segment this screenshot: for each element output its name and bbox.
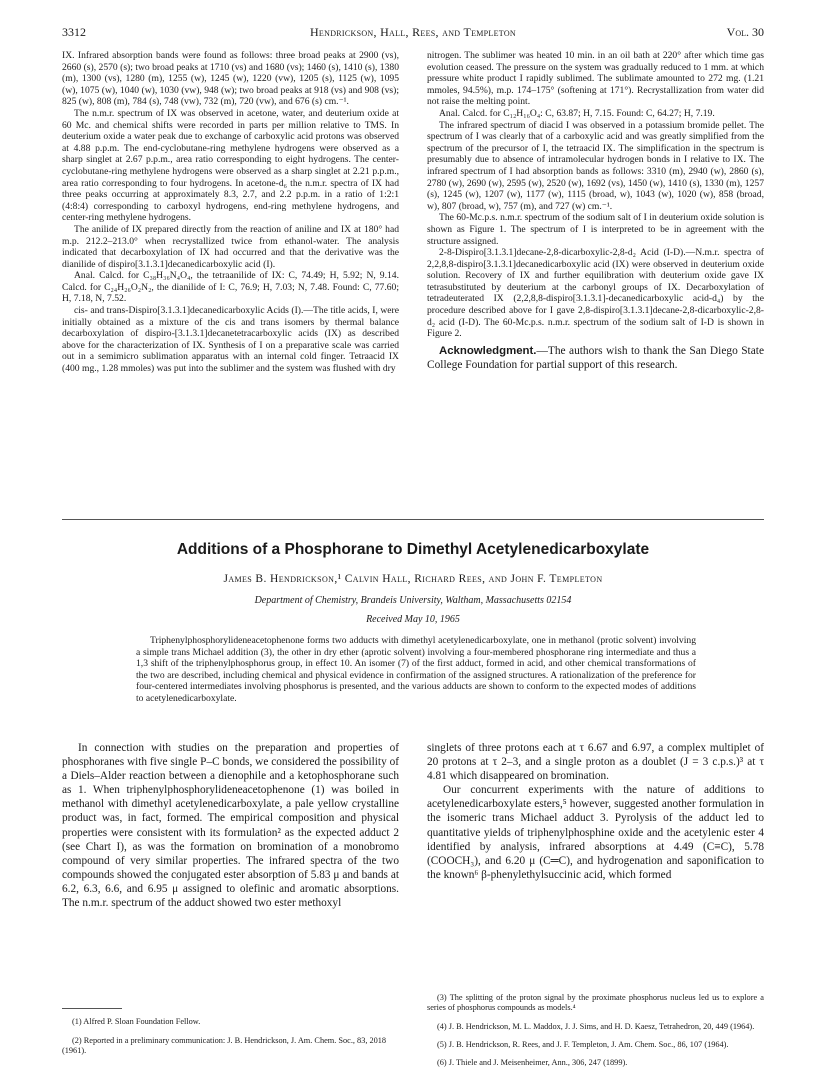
top-right-column <box>427 50 764 510</box>
footnote: (5) J. B. Hendrickson, R. Rees, and J. F. Templeton, J. Am. Chem. Soc., 86, 107 (1964). <box>437 1039 729 1049</box>
paragraph: The 60-Mc.p.s. n.m.r. spectrum of the sodium salt of I in deuterium oxide solution is shown as Figure 1. The spectrum of I is interpreted to be in agreement with the structure assigned. <box>427 212 764 247</box>
acknowledgment <box>427 344 764 372</box>
volume-label: Vol. 30 <box>726 25 764 39</box>
footnotes-left <box>62 1002 399 1055</box>
footnote: (1) Alfred P. Sloan Foundation Fellow. <box>72 1017 201 1027</box>
paragraph: The infrared spectrum of diacid I was observed in a potassium bromide pellet. The spectrum of I was clearly that of a carboxylic acid and was greatly simplified from the spectrum of the precursor of I, the tetraacid IX. The simplification in the spectrum is presumably due to absence of intramolecular hydrogen bonds in I relative to IX. The infrared spectrum of I had absorption bands as follows: 3310 (m), 2940 (w), 2860 (s), 2780 (w), 2690 (w), 2595 (w), 2520 (w), 1692 (vs), 1450 (w), 1410 (s), 1330 (m), 1257 (s), 1245 (w), 1207 (w), 1177 (w), 1115 (broad, w), 1043 (w), 1020 (w), 858 (broad, w), 807 (broad, w), 757 (m), and 727 (w) cm.⁻¹. <box>427 119 764 212</box>
footnote-rule <box>62 1008 122 1009</box>
article-authors: James B. Hendrickson,¹ Calvin Hall, Richard Rees, and John F. Templeton <box>223 573 603 585</box>
paragraph: Anal. Calcd. for C₃₈H₃₆N₄O₄, the tetraanilide of IX: C, 74.49; H, 5.92; N, 9.14. Calcd. for C₂₄H₂₆O₂N₂, the dianilide of I: C, 76.9; H, 7.03; N, 7.48. Found: C, 77.60; H, 7.18, N, 7.52. <box>62 270 399 305</box>
footnote: (6) J. Thiele and J. Meisenheimer, Ann., 306, 247 (1899). <box>437 1058 628 1068</box>
running-head-authors: Hendrickson, Hall, Rees, and Templeton <box>309 25 517 39</box>
paragraph: nitrogen. The sublimer was heated 10 min. in an oil bath at 220° after which time gas evolution ceased. The pressure on the system was gradually reduced to 1 mm. at which pressure white product I rapidly sublimed. The sublimate amounted to 272 mg. (1.21 mmoles, 94.5%), m.p. 174–175° (softening at 171°). Recrystallization from water did not raise the melting point. <box>427 50 764 108</box>
page-number: 3312 <box>62 25 86 39</box>
abstract: Triphenylphosphorylideneacetophenone forms two adducts with dimethyl acetylenedicarboxylate, one in methanol (protic solvent) involving a simple trans Michael addition (3), the other in dry ether (aprotic solvent) involving a four-membered phosphorane ring intermediate and thus a 1,3 shift of the triphenylphosphorus group, in effect 10. An isomer (7) of the first adduct, formed in acid, and other chemical transformations of the two are described, including chemical and physical evidence in confirmation of the assigned structures. A rationalization of the preference for four-centered intermediates involving phosphorus is presented, and the various adducts are shown to conform to the expected modes of additions to acetylenedicarboxylate. <box>136 635 696 704</box>
article-title: Additions of a Phosphorane to Dimethyl Acetylenedicarboxylate <box>176 541 650 558</box>
paragraph: IX. Infrared absorption bands were found as follows: three broad peaks at 2900 (vs), 2660 (s), 2570 (s); two broad peaks at 1710 (vs) and 1680 (vs); 1460 (s), 1410 (s), 1380 (m), 1300 (vs), 1280 (m), 1255 (w), 1245 (w), 1220 (vw), 1205 (s), 1125 (w), 1095 (w), 1075 (w), 1040 (w), 1030 (vw), 948 (w); two broad peaks at 918 (vs) and 908 (vs); 825 (w), 808 (m), 784 (s), 748 (vw), 732 (m), 720 (vw), and 676 (s) cm.⁻¹. <box>62 50 399 108</box>
acknowledgment-text: —The authors wish to thank the San Diego State College Foundation for partial support of this research. <box>427 344 764 371</box>
running-head <box>62 25 764 41</box>
body-left-column <box>62 741 399 1041</box>
section-divider <box>62 519 764 520</box>
acknowledgment-heading: Acknowledgment. <box>439 344 537 357</box>
paragraph: singlets of three protons each at τ 6.67 and 6.97, a complex multiplet of 20 protons at τ 2–3, and a single proton as a doublet (J = 3 c.p.s.)³ at τ 4.81 which disappeared on bromination. <box>427 742 764 783</box>
footnote: (3) The splitting of the proton signal by the proximate phosphorus nucleus led us to explore a series of phosphorus compounds as models.⁴ <box>427 993 764 1013</box>
footnote: (2) Reported in a preliminary communication: J. B. Hendrickson, J. Am. Chem. Soc., 83, 2018 (1961). <box>62 1035 387 1055</box>
footnotes-right <box>427 985 764 1068</box>
paragraph: In connection with studies on the preparation and properties of phosphoranes with five single P–C bonds, we considered the possibility of a Diels–Alder reaction between a dienophile and a ketophosphorane such as 1. When triphenylphosphorylideneacetophenone (1) was boiled in methanol with dimethyl acetylenedicarboxylate, a pale yellow crystalline product was, in fact, formed. The empirical composition and physical properties were consistent with its formulation² as the expected adduct 2 (see Chart I), as was the formation on bromination of a monobromo compound of very similar properties. The infrared spectra of the two compounds showed the conjugated ester absorption of 5.83 μ and bands at 6.2, 6.3, 6.6, and 6.95 μ assigned to olefinic and aromatic absorptions. The n.m.r. spectrum of the adduct showed two ester methoxyl <box>62 742 399 910</box>
footnote: (4) J. B. Hendrickson, M. L. Maddox, J. J. Sims, and H. D. Kaesz, Tetrahedron, 20, 449 (1964). <box>437 1021 755 1031</box>
paragraph: Our concurrent experiments with the nature of additions to acetylenedicarboxylate esters,⁵ however, suggested another formulation in the isomeric trans Michael adduct 3. Pyrolysis of the adduct led to quantitative yields of triphenylphosphine oxide and the acetylenic ester 4 identified by analysis, infrared absorptions at 4.49 (C≡C), 5.78 (COOCH₃), and 6.20 μ (C═C), and hydrogenation and saponification to the known⁶ β-phenylethylsuccinic acid, which formed <box>427 784 764 881</box>
paragraph: The n.m.r. spectrum of IX was observed in acetone, water, and deuterium oxide at 60 Mc. and chemical shifts were recorded in parts per million relative to TMS. In deuterium oxide a water peak due to exchange of carboxylic acid protons was observed at 4.88 p.p.m. The end-cyclobutane-ring methylene hydrogens were observed as a sharp singlet at 2.67 p.p.m., area ratio corresponding to eight hydrogens. The center-cyclobutane-ring methylene hydrogens were observed as a sharp singlet at 2.21 p.p.m., area ratio corresponding to four hydrogens. In acetone-d₆ the n.m.r. spectra of IX had three peaks occurring at approximately 8.3, 2.7, and 2.2 p.p.m. in a ratio of 1:2:1 (4:8:4) corresponding to carboxyl hydrogens, end-ring methylene hydrogens, and center-ring methylene hydrogens. <box>62 107 399 224</box>
paragraph: cis- and trans-Dispiro[3.1.3.1]decanedicarboxylic Acids (I).—The title acids, I, were initially obtained as a mixture of the cis and trans isomers by thermal balance decarboxylation of dispiro-[3.1.3.1]decanetetracarboxylic acids (IX) as described above for the characterization of IX. Synthesis of I on a preparative scale was carried out in a semimicro sublimation apparatus with an internal cold finger. Tetraacid IX (400 mg., 1.28 mmoles) was put into the sublimer and the system was flushed with dry <box>62 305 399 375</box>
paragraph: Anal. Calcd. for C₁₂H₁₆O₄: C, 63.87; H, 7.15. Found: C, 64.27; H, 7.19. <box>439 107 715 119</box>
paragraph: The anilide of IX prepared directly from the reaction of aniline and IX at 180° had m.p. 212.2–213.0° when recrystallized twice from ethanol-water. The analysis indicated that decarboxylation of IX had occurred and that the derivative was the dianilide of dispiro[3.1.3.1]decanedicarboxylic acid (I). <box>62 223 399 270</box>
received-date: Received May 10, 1965 <box>366 614 460 625</box>
affiliation: Department of Chemistry, Brandeis University, Waltham, Massachusetts 02154 <box>254 595 572 606</box>
top-left-column <box>62 50 399 510</box>
paragraph: 2-8-Dispiro[3.1.3.1]decane-2,8-dicarboxylic-2,8-d₂ Acid (I-D).—N.m.r. spectra of 2,2,8,8-dispiro[3.1.3.1]decanedicarboxylic acid (IX) were observed in deuterium oxide solution. Recovery of IX and further equilibration with deuterium oxide gave IX tetrasubstituted by deuterium at the carbonyl groups of IX. Decarboxylation of tetradeuterated IX (2,2,8,8-dispiro[3.1.3.1]-decanedicarboxylic acid-d₄) by the procedure described above for I gave 2,8-dispiro[3.1.3.1]decane-2,8-dicarboxylic-2,8-d₂ acid (I-D). The 60-Mc.p.s. n.m.r. spectrum of the sodium salt of I-D is shown in Figure 2. <box>427 247 764 340</box>
